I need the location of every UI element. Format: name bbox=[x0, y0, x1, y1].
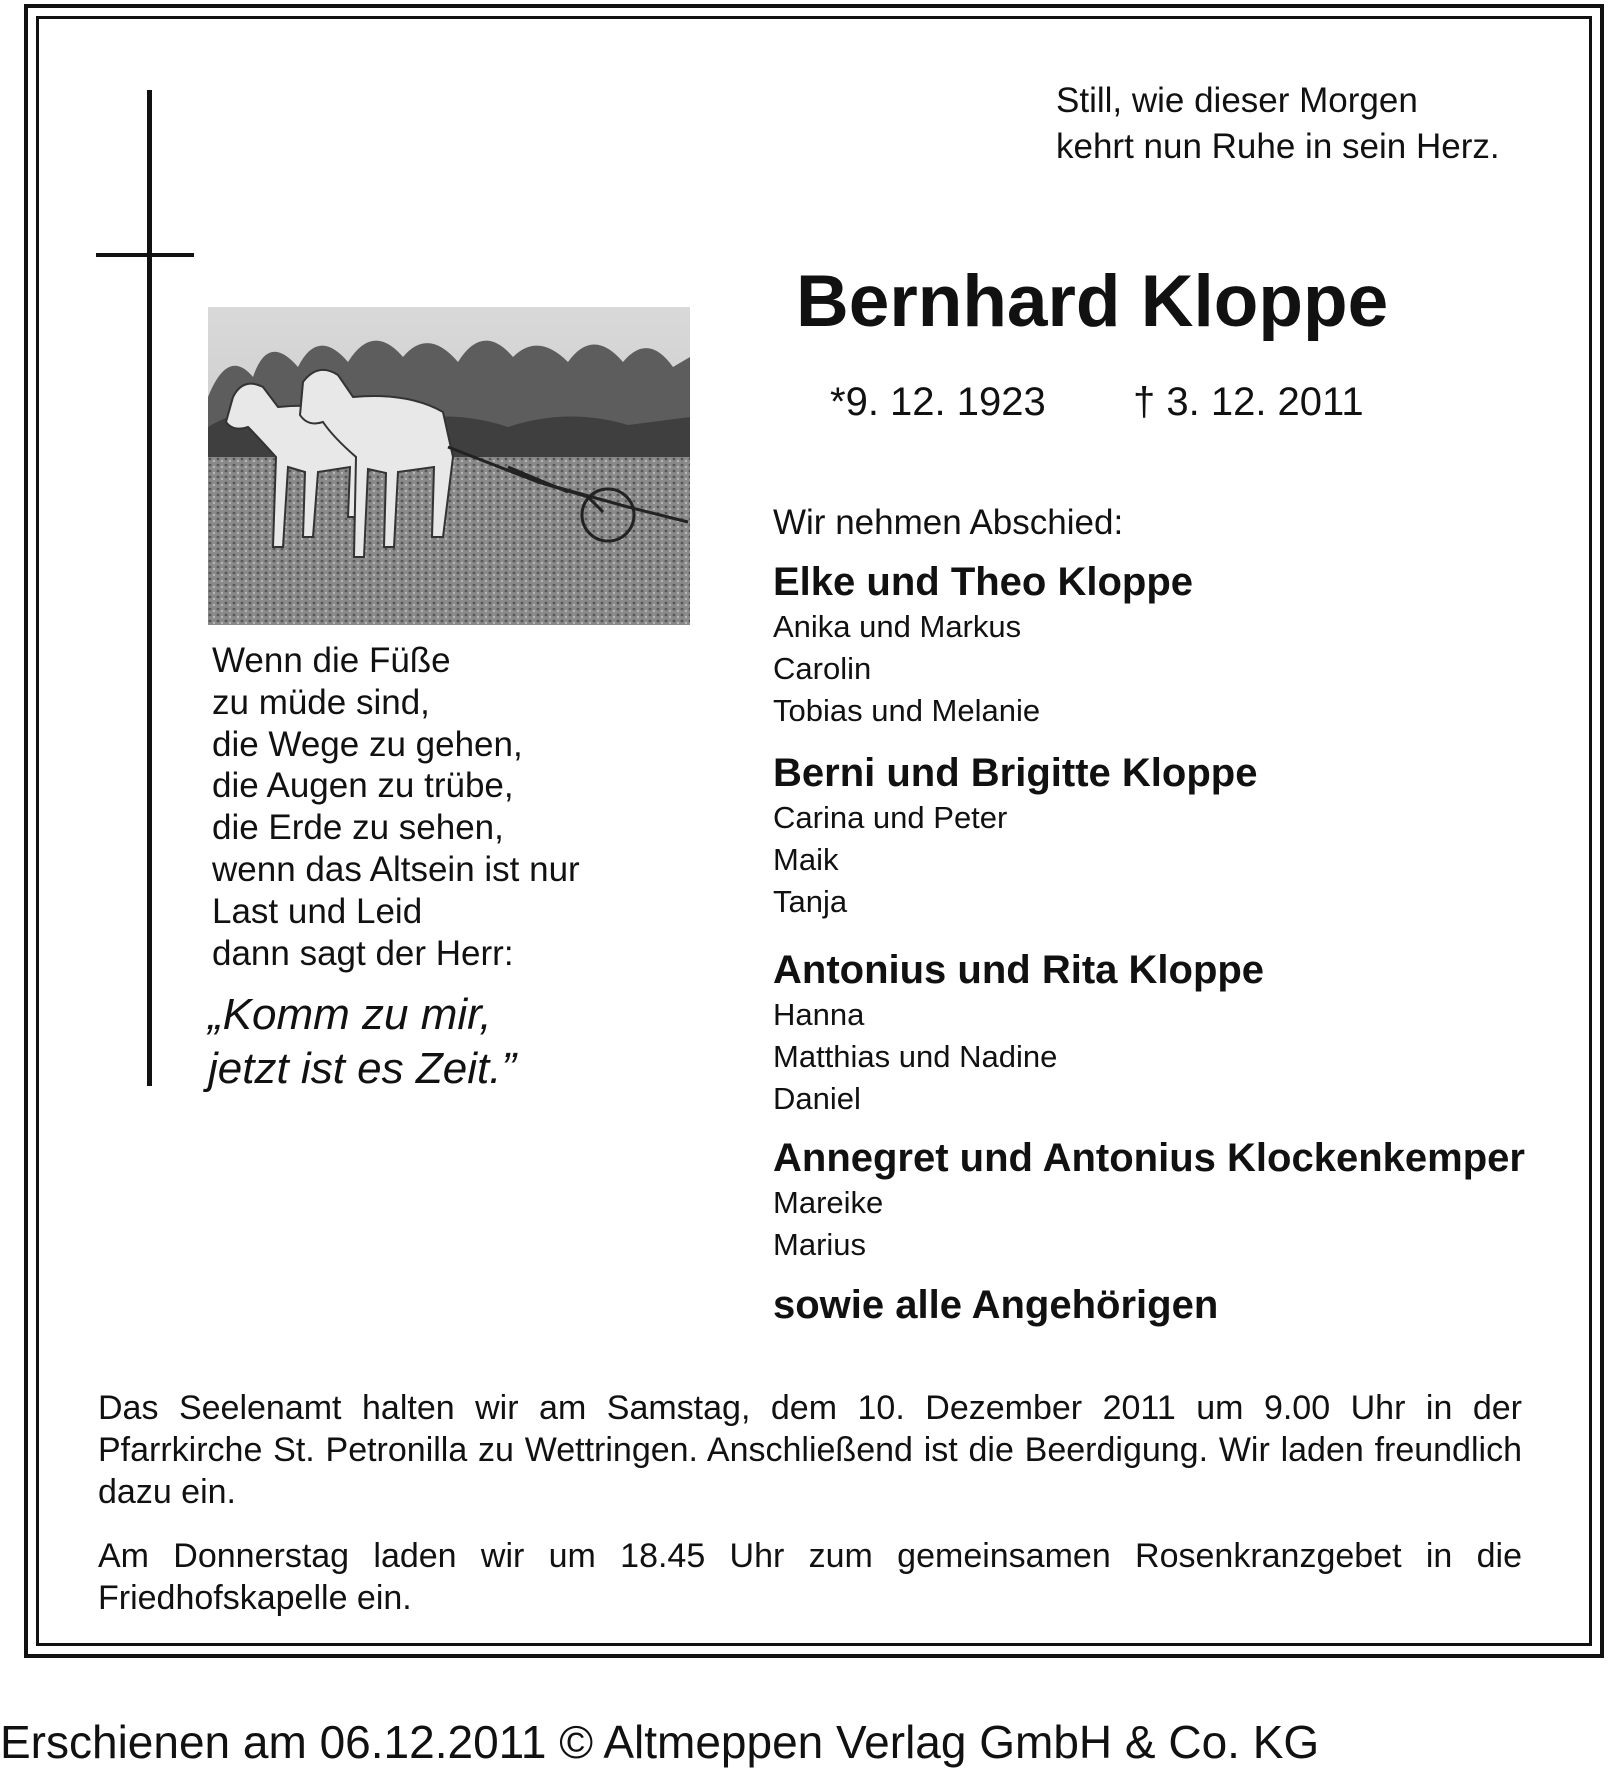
motto-line: Still, wie dieser Morgen bbox=[1056, 81, 1418, 120]
family-member: Marius bbox=[773, 1227, 867, 1262]
family-member: Matthias und Nadine bbox=[773, 1039, 1058, 1074]
family-member: Mareike bbox=[773, 1185, 884, 1220]
family-head: Berni und Brigitte Kloppe bbox=[773, 751, 1258, 795]
family-member: Anika und Markus bbox=[773, 609, 1022, 644]
family-group bbox=[773, 558, 1525, 732]
quote-line: „Komm zu mir, bbox=[208, 990, 492, 1039]
deceased-name: Bernhard Kloppe bbox=[796, 261, 1389, 342]
horses-plowing-photo bbox=[208, 307, 690, 625]
family-group bbox=[773, 749, 1525, 923]
publication-footer: Erschienen am 06.12.2011 © Altmeppen Verlag GmbH & Co. KG bbox=[0, 1716, 1320, 1768]
motto bbox=[1056, 78, 1500, 170]
family-member: Maik bbox=[773, 842, 839, 877]
poem-line: Wenn die Füße bbox=[212, 641, 451, 680]
family-member: Tobias und Melanie bbox=[773, 693, 1041, 728]
family-group bbox=[773, 946, 1525, 1120]
poem-line: die Wege zu gehen, bbox=[212, 724, 523, 764]
family-member: Daniel bbox=[773, 1081, 861, 1116]
family-head: Annegret und Antonius Klockenkemper bbox=[773, 1136, 1525, 1180]
poem bbox=[212, 640, 580, 974]
mourners-list bbox=[773, 498, 1525, 1330]
motto-line: kehrt nun Ruhe in sein Herz. bbox=[1056, 127, 1500, 166]
requiem-notice: Das Seelenamt halten wir am Samstag, dem 10. Dezember 2011 um 9.00 Uhr in der Pfarrkirche St. Petronilla zu Wettringen. Anschließend ist die Beerdigung. Wir laden freundlich dazu ein. bbox=[98, 1389, 1522, 1511]
family-head: Antonius und Rita Kloppe bbox=[773, 948, 1265, 992]
death-date: † 3. 12. 2011 bbox=[1133, 380, 1364, 424]
poem-line: zu müde sind, bbox=[212, 682, 430, 722]
family-member: Carolin bbox=[773, 651, 872, 686]
poem-line: die Augen zu trübe, bbox=[212, 766, 514, 806]
poem-line: wenn das Altsein ist nur bbox=[212, 849, 580, 889]
family-head: Elke und Theo Kloppe bbox=[773, 560, 1194, 604]
family-member: Tanja bbox=[773, 884, 848, 919]
poem-line: dann sagt der Herr: bbox=[212, 933, 514, 973]
farewell-heading: Wir nehmen Abschied: bbox=[773, 503, 1124, 542]
poem-quote bbox=[208, 988, 516, 1096]
poem-line: Last und Leid bbox=[212, 891, 423, 931]
poem-line: die Erde zu sehen, bbox=[212, 808, 504, 848]
quote-line: jetzt ist es Zeit.” bbox=[208, 1044, 517, 1093]
family-group bbox=[773, 1134, 1525, 1266]
cross-icon-bar bbox=[96, 253, 194, 257]
cross-icon bbox=[147, 90, 152, 1086]
family-member: Hanna bbox=[773, 997, 865, 1032]
birth-date: *9. 12. 1923 bbox=[830, 380, 1046, 424]
family-member: Carina und Peter bbox=[773, 800, 1008, 835]
rosary-notice: Am Donnerstag laden wir um 18.45 Uhr zum gemeinsamen Rosenkranzgebet in die Friedhofskapelle ein. bbox=[98, 1537, 1522, 1617]
other-relatives: sowie alle Angehörigen bbox=[773, 1283, 1219, 1327]
